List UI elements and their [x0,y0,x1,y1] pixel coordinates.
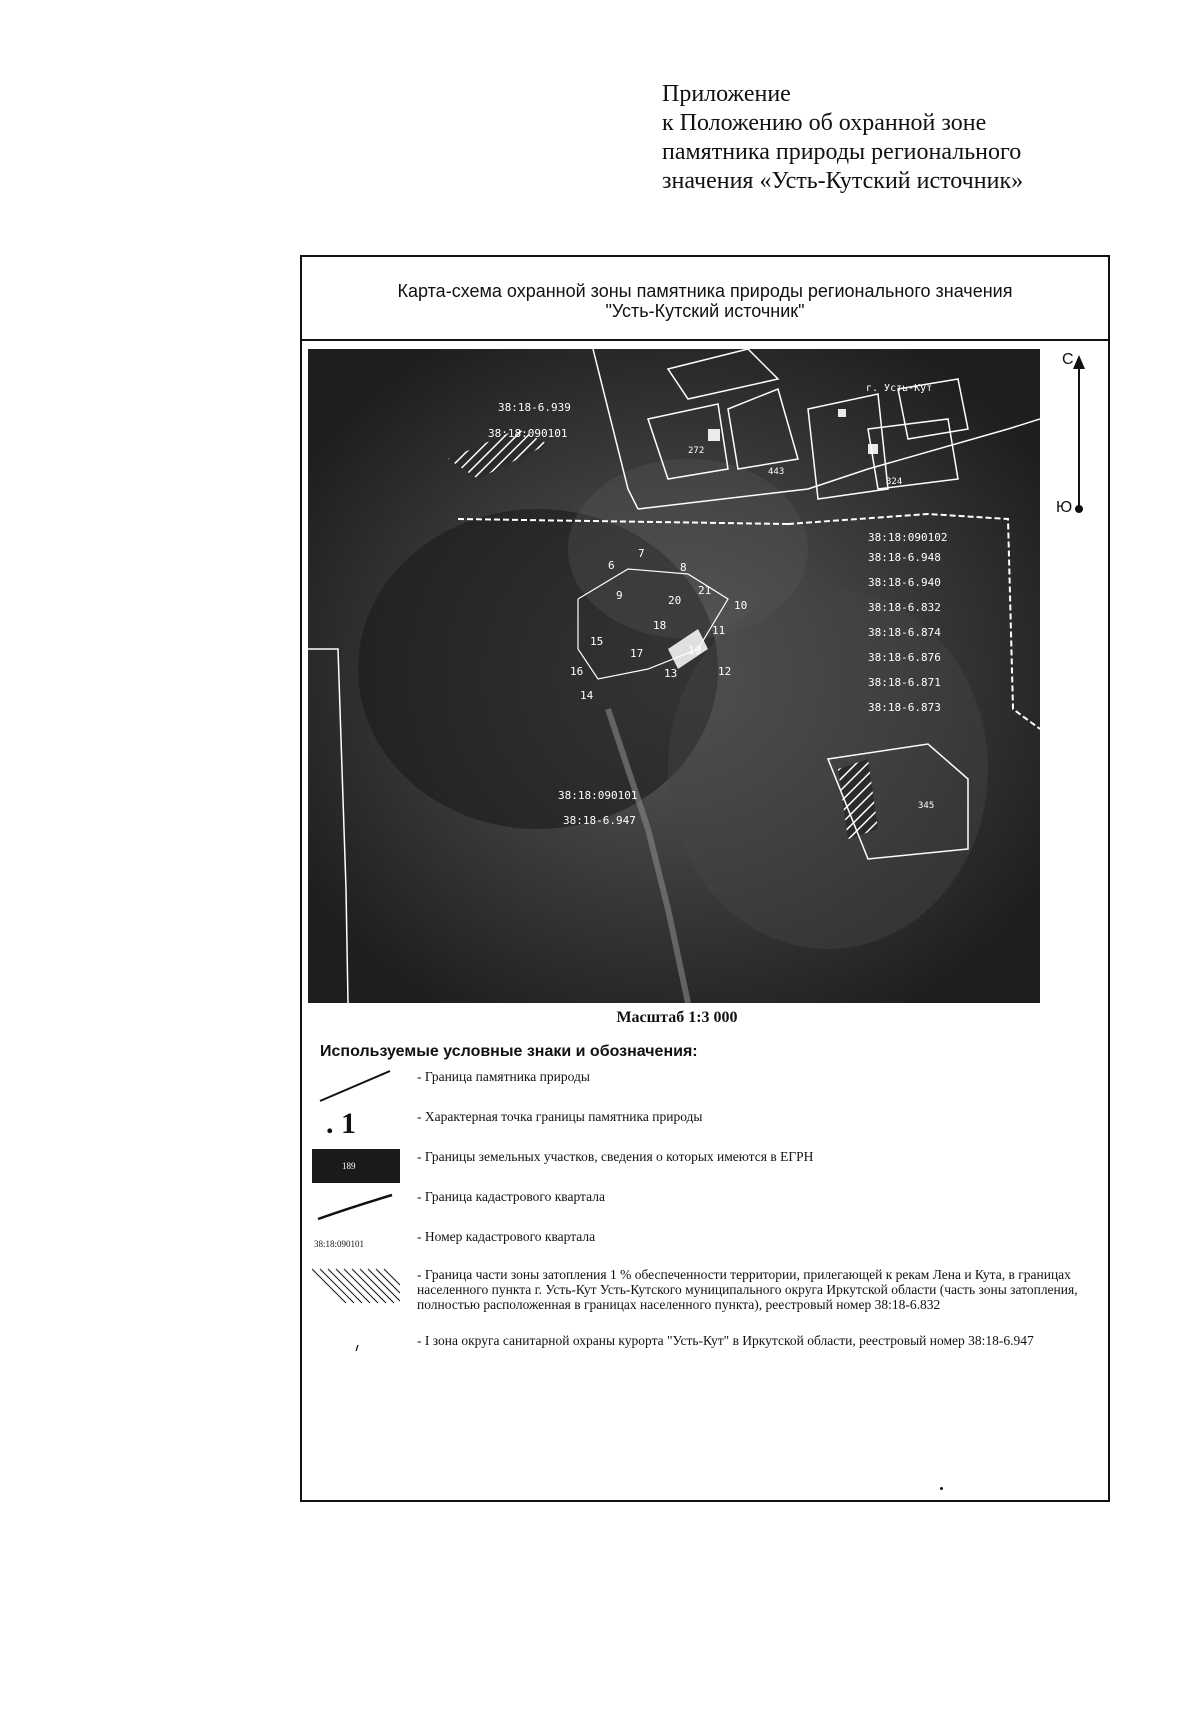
boundary-point: 7 [638,547,645,560]
legend-text: - Граница кадастрового квартала [417,1189,605,1204]
boundary-point: 19 [688,644,702,657]
label-parcel-443: 443 [768,467,785,477]
label-zone-right-3: 38:18-6.940 [868,576,941,589]
north-label: С [1062,351,1074,368]
parcel-symbol-label: 189 [342,1161,356,1171]
label-quarter-top-left-1: 38:18-6.939 [498,401,571,414]
legend-text: - I зона округа санитарной охраны курорта "Усть-Кут" в Иркутской области, реестровый номер 38:18-6.947 [417,1333,1034,1348]
label-parcel-324: 324 [886,477,903,487]
map-title-line-2: "Усть-Кутский источник" [605,301,805,321]
label-settlement: г. Усть-Кут [866,383,933,394]
compass-axis [1078,363,1080,511]
legend-heading: Используемые условные знаки и обозначения: [320,1043,698,1060]
boundary-line-icon [312,1069,400,1103]
boundary-point: 15 [590,635,604,648]
legend-text: - Граница части зоны затопления 1 % обеспеченности территории, прилегающей к рекам Лена и Кута, в границах населенного пункта г. Усть-Кут Усть-Кутского муниципального округа Иркутской области (часть зоны затопления, полностью расположенная в границах населенного пункта), реестровый номер 38:18-6.832 [417,1267,1078,1312]
quarter-symbol-label: 38:18:090101 [314,1239,365,1249]
map-label-layer [308,349,1040,1003]
label-zone-right-6: 38:18-6.876 [868,651,941,664]
boundary-point: 13 [664,667,678,680]
boundary-point: 11 [712,624,726,637]
map-title-line-1: Карта-схема охранной зоны памятника природы регионального значения [397,281,1013,301]
label-quarter-top-left-2: 38:18:090101 [488,427,568,440]
stray-dot [940,1487,943,1490]
satellite-map [308,349,1040,1003]
boundary-point: 8 [680,561,687,574]
north-arrow [1042,349,1102,519]
boundary-point-icon [312,1109,400,1143]
boundary-point: 14 [580,689,594,702]
boundary-point: 10 [734,599,748,612]
label-quarter-bottom-1: 38:18:090101 [558,789,638,802]
point-symbol-label: . 1 [326,1107,356,1140]
label-parcel-bottom-right: 345 [918,801,935,811]
quarter-boundary-icon [312,1189,400,1223]
boundary-point: 16 [570,665,584,678]
label-quarter-bottom-2: 38:18-6.947 [563,814,636,827]
quarter-number-icon [312,1229,400,1263]
label-zone-right-1: 38:18:090102 [868,531,948,544]
sanitary-zone-icon [312,1333,400,1367]
legend-text: - Граница памятника природы [417,1069,590,1084]
label-parcel-272: 272 [688,446,705,456]
appendix-line-1: Приложение [662,81,791,107]
label-zone-right-4: 38:18-6.832 [868,601,941,614]
boundary-point: 6 [608,559,615,572]
label-zone-right-8: 38:18-6.873 [868,701,941,714]
legend-text: - Номер кадастрового квартала [417,1229,596,1244]
map-title-box [302,257,1108,341]
boundary-point: 20 [668,594,682,607]
appendix-line-2: к Положению об охранной зоне [662,110,987,136]
map-frame [300,255,1110,1502]
appendix-line-3: памятника природы регионального [662,139,1022,165]
boundary-point: 12 [718,665,732,678]
boundary-point: 21 [698,584,712,597]
hatch-icon [312,1267,400,1305]
south-label: Ю [1056,499,1073,516]
legend-text: - Характерная точка границы памятника природы [417,1109,703,1124]
compass-tail-icon [1075,505,1083,513]
appendix-line-4: значения «Усть-Кутский источник» [662,168,1024,194]
boundary-point: 9 [616,589,623,602]
boundary-point: 17 [630,647,644,660]
label-zone-right-5: 38:18-6.874 [868,626,941,639]
map-scale: Масштаб 1:3 000 [616,1009,738,1026]
appendix-header [662,80,1182,196]
label-zone-right-2: 38:18-6.948 [868,551,941,564]
label-zone-right-7: 38:18-6.871 [868,676,941,689]
boundary-point: 18 [653,619,667,632]
legend-text: - Границы земельных участков, сведения о которых имеются в ЕГРН [417,1149,814,1164]
parcel-boundary-icon [312,1149,400,1183]
